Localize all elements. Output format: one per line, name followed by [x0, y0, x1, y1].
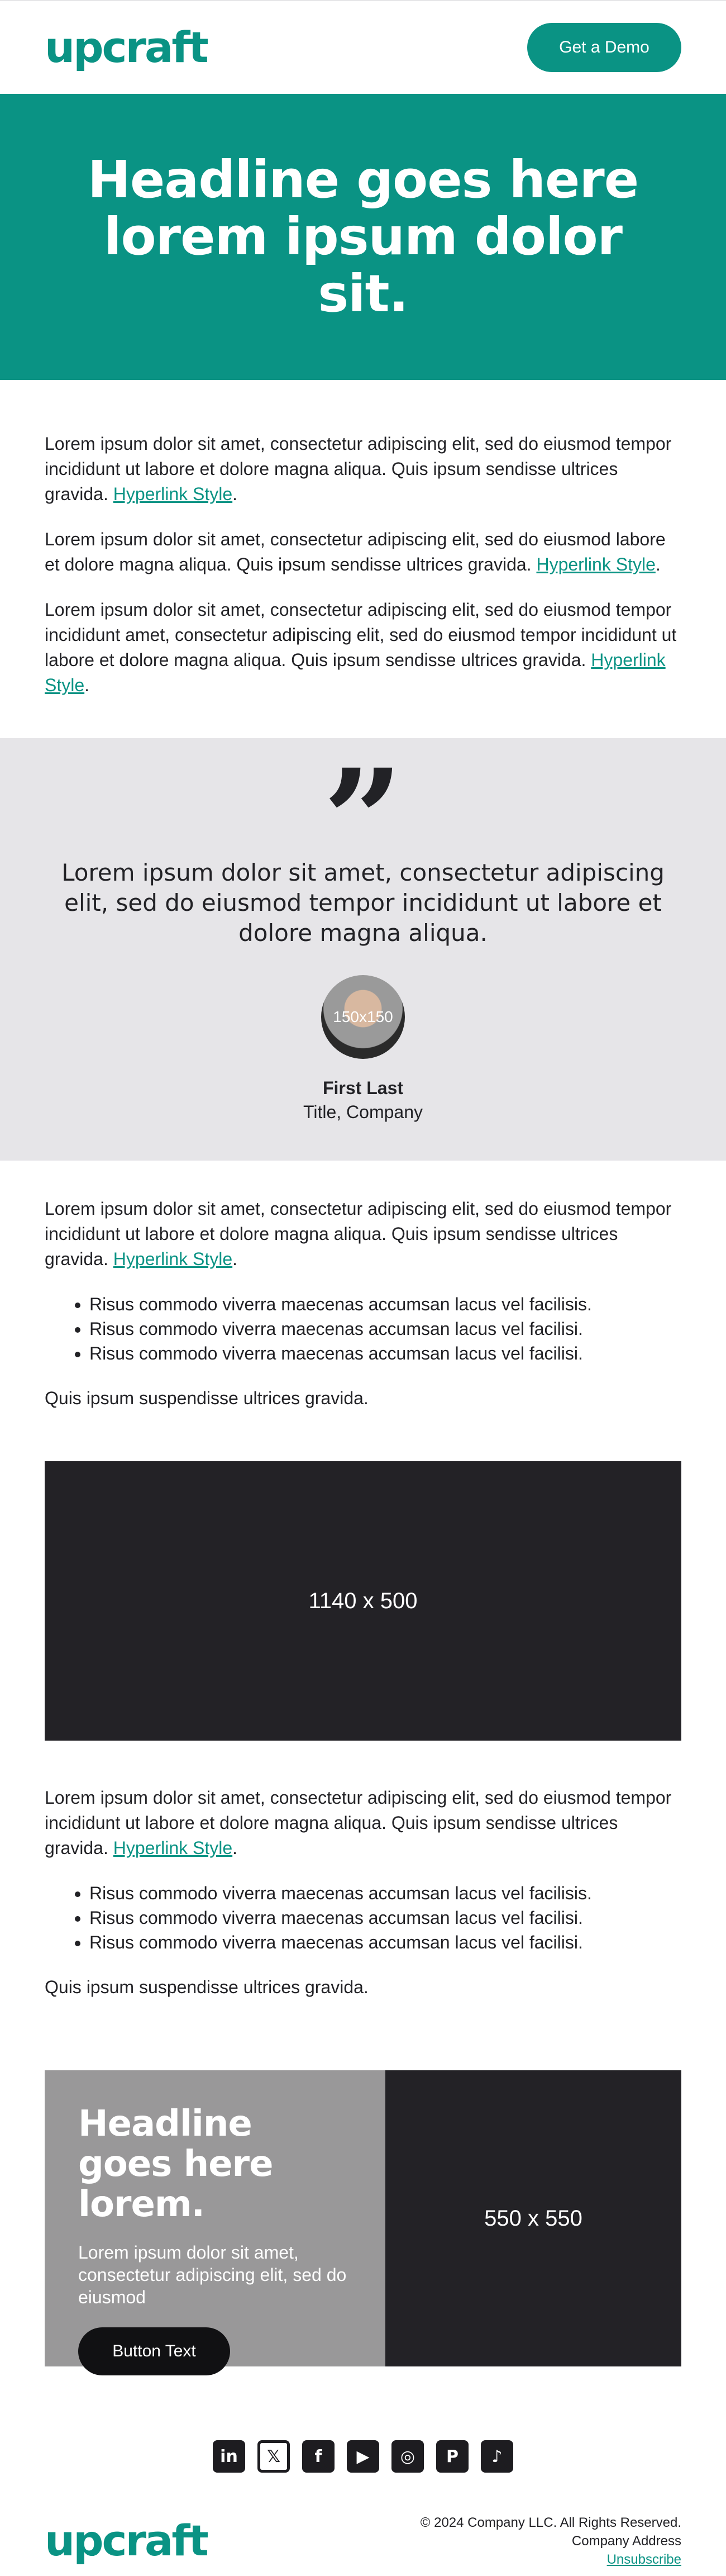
instagram-icon[interactable]: ◎ — [391, 2440, 424, 2473]
footer-logo[interactable]: upcraft — [45, 2516, 207, 2565]
image-placeholder — [45, 1461, 681, 1741]
hyperlink[interactable]: Hyperlink Style — [113, 1249, 233, 1269]
intro-paragraph-3: Lorem ipsum dolor sit amet, consectetur adipiscing elit, sed do eiusmod tempor incididunt amet, consectetur adipiscing elit, sed do eiusmod tempor incididunt ut labore et dolore magna aliqua. Quis ipsum sendisse ultrices gravida. Hyperlink Style. — [45, 600, 677, 695]
section3-closing: Quis ipsum suspendisse ultrices gravida. — [45, 1977, 369, 1997]
feature-body: Lorem ipsum dolor sit amet, consectetur adipiscing elit, sed do eiusmod — [78, 2242, 347, 2307]
list-item: • Risus commodo viverra maecenas accumsan lacus vel facilisi. — [89, 1905, 681, 1930]
hyperlink[interactable]: Hyperlink Style — [536, 554, 656, 574]
feature-cta-button[interactable]: Button Text — [78, 2327, 230, 2375]
person-name: First Last — [322, 1078, 404, 1098]
facebook-icon[interactable]: f — [302, 2440, 335, 2473]
list-item: • Risus commodo viverra maecenas accumsan lacus vel facilisi. — [89, 1316, 681, 1341]
feature-image-placeholder — [385, 2070, 681, 2366]
hyperlink[interactable]: Hyperlink Style — [45, 650, 666, 695]
bullet-list — [45, 1881, 681, 1955]
section3-paragraph: Lorem ipsum dolor sit amet, consectetur adipiscing elit, sed do eiusmod tempor incididunt ut labore et dolore magna aliqua. Quis ipsum sendisse ultrices gravida. Hyperlink Style. — [45, 1788, 672, 1858]
list-item: • Risus commodo viverra maecenas accumsan lacus vel facilisis. — [89, 1881, 681, 1905]
person-title: Title, Company — [303, 1102, 423, 1122]
hero-banner — [0, 94, 726, 380]
hyperlink[interactable]: Hyperlink Style — [113, 484, 233, 504]
list-item: • Risus commodo viverra maecenas accumsan lacus vel facilisis. — [89, 1292, 681, 1316]
youtube-icon[interactable]: ▶ — [347, 2440, 379, 2473]
header — [0, 0, 726, 94]
company-address: Company Address — [571, 2533, 681, 2549]
list-item: • Risus commodo viverra maecenas accumsan lacus vel facilisi. — [89, 1341, 681, 1366]
section2-closing: Quis ipsum suspendisse ultrices gravida. — [45, 1388, 369, 1408]
testimonial-section — [0, 738, 726, 1161]
get-demo-button[interactable]: Get a Demo — [527, 23, 681, 72]
avatar-label: 150x150 — [333, 1008, 393, 1025]
social-links — [0, 2440, 726, 2473]
copyright-text: © 2024 Company LLC. All Rights Reserved. — [420, 2515, 681, 2530]
image-placeholder-label: 1140 x 500 — [308, 1588, 418, 1613]
feature-text-panel — [45, 2070, 385, 2366]
quote-text: Lorem ipsum dolor sit amet, consectetur adipiscing elit, sed do eiusmod tempor incididunt ut labore et dolore magna aliqua. — [61, 859, 665, 947]
unsubscribe-link[interactable]: Unsubscribe — [606, 2551, 681, 2567]
pinterest-icon[interactable]: P — [436, 2440, 469, 2473]
avatar — [321, 975, 405, 1059]
intro-section — [0, 380, 726, 738]
tiktok-icon[interactable]: ♪ — [481, 2440, 513, 2473]
list-item: • Risus commodo viverra maecenas accumsan lacus vel facilisi. — [89, 1930, 681, 1955]
content-section-3 — [0, 1741, 726, 2000]
feature-image-label: 550 x 550 — [484, 2206, 582, 2231]
x-icon[interactable]: 𝕏 — [257, 2440, 290, 2473]
hero-headline: Headline goes here lorem ipsum dolor sit. — [87, 150, 639, 324]
intro-paragraph-1: Lorem ipsum dolor sit amet, consectetur adipiscing elit, sed do eiusmod tempor incididunt ut labore et dolore magna aliqua. Quis ipsum sendisse ultrices gravida. Hyperlink Style. — [45, 434, 672, 504]
hyperlink[interactable]: Hyperlink Style — [113, 1838, 233, 1858]
content-section-2 — [0, 1161, 726, 1411]
footer-info — [421, 2513, 681, 2569]
intro-paragraph-2: Lorem ipsum dolor sit amet, consectetur adipiscing elit, sed do eiusmod labore et dolore magna aliqua. Quis ipsum sendisse ultrices gravida. Hyperlink Style. — [45, 529, 666, 574]
linkedin-icon[interactable]: in — [213, 2440, 245, 2473]
feature-headline: Headline goes here lorem. — [78, 2103, 273, 2225]
logo[interactable]: upcraft — [45, 22, 207, 72]
footer — [0, 2507, 726, 2574]
feature-block — [45, 2070, 681, 2366]
quote-mark-icon: ” — [323, 738, 403, 902]
section2-paragraph: Lorem ipsum dolor sit amet, consectetur adipiscing elit, sed do eiusmod tempor incididunt ut labore et dolore magna aliqua. Quis ipsum sendisse ultrices gravida. Hyperlink Style. — [45, 1199, 672, 1269]
bullet-list — [45, 1292, 681, 1366]
